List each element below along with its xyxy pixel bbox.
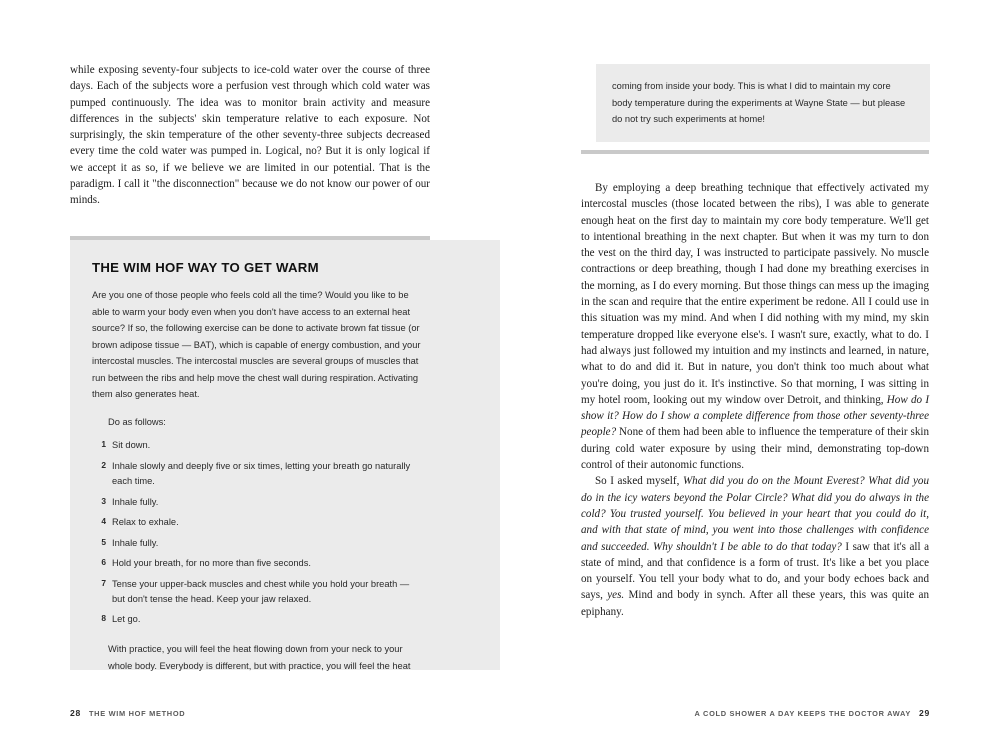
- list-item: [92, 612, 422, 627]
- italic-phrase: What did you do on the Mount Everest? What did you do in the icy waters beyond the Polar Circle? What did you do always in the cold? You trusted yourself. You believed in your heart that you could do it, and with that state of mind, you went into those challenges with confidence and succeeded. Why shouldn't I be able to do that today?: [581, 475, 930, 553]
- list-item: [92, 536, 422, 551]
- running-head: A COLD SHOWER A DAY KEEPS THE DOCTOR AWAY: [694, 709, 912, 718]
- sidebar-title: THE WIM HOF WAY TO GET WARM: [92, 260, 319, 275]
- italic-phrase: How do I show it? How do I show a complete difference from those other seventy-three people?: [581, 393, 930, 439]
- step-text: Inhale fully.: [112, 496, 159, 507]
- step-text: Tense your upper-back muscles and chest while you hold your breath — but don't tense the head. Keep your jaw relaxed.: [112, 578, 410, 604]
- left-page-footer: [70, 708, 185, 718]
- step-number: 3: [101, 495, 106, 506]
- paragraph-part: I saw that it's all a state of mind, and that confidence is a form of trust. It's like a bet you place on yourself. You tell your body what to do, and your body echoes back and says,: [581, 540, 930, 602]
- paragraph: [581, 180, 929, 473]
- callout-text: coming from inside your body. This is what I did to maintain my core body temperature during the experiments at Wayne State — but please do not try such experiments at home!: [612, 81, 906, 125]
- list-item: [92, 438, 422, 453]
- list-item: [92, 556, 422, 571]
- right-page-footer: [695, 708, 930, 718]
- page-number: 28: [70, 708, 81, 718]
- paragraph: [581, 473, 929, 620]
- step-text: Hold your breath, for no more than five seconds.: [112, 558, 311, 569]
- right-page: [500, 0, 1000, 750]
- step-text: Relax to exhale.: [112, 517, 179, 528]
- section-rule-right: [581, 150, 929, 154]
- step-number: 2: [101, 459, 106, 470]
- step-text: Inhale slowly and deeply five or six times, letting your breath go naturally each time.: [112, 460, 411, 486]
- step-number: 5: [101, 536, 106, 547]
- running-head: THE WIM HOF METHOD: [88, 709, 186, 718]
- paragraph-part: By employing a deep breathing technique that effectively activated my intercostal muscles (those located between the ribs), I was able to generate enough heat on the first day to maintain my core body temperature. We'll get to intentional breathing in the next chapter. But when it was my turn to don the vest on the third day, I was instructed to participate passively. No muscle contractions or deep breathing, though I had done my breathing exercises in the morning, as I do every morning. But those things can mess up the imaging in the scan and require that the entire experiment be redone. All I could use in this situation was my mind. And when I did nothing with my mind, my skin temperature dropped like everyone else's. I wasn't sure, exactly, what to do. I had always just followed my intuition and my instincts and learned, in nature, what to do and did it. But in nature, you don't think too much about what you're doing, you just do it. It's instinctive. So that morning, I was sitting in my hotel room, looking out my window over Detroit, and thinking,: [581, 182, 929, 406]
- step-number: 8: [101, 613, 106, 624]
- sidebar-steps-list: [92, 438, 422, 627]
- list-item: [92, 515, 422, 530]
- step-number: 6: [101, 557, 106, 568]
- sidebar-exercise-content: [92, 260, 422, 674]
- callout-box: [596, 64, 930, 142]
- list-item: [92, 577, 422, 607]
- paragraph-part: None of them had been able to influence the temperature of their skin during cold water exposure by using their mind, demonstrating top-down control of their autonomic functions.: [581, 426, 929, 472]
- page-number: 29: [919, 708, 930, 718]
- step-number: 1: [101, 439, 106, 450]
- italic-phrase: yes.: [607, 589, 625, 602]
- right-page-body-text: [581, 180, 929, 620]
- paragraph-part: So I asked myself,: [595, 475, 683, 488]
- list-item: [92, 459, 422, 489]
- sidebar-closing-text: With practice, you will feel the heat flowing down from your neck to your whole body. Everybody is different, but with practice, you will feel the heat: [108, 644, 411, 671]
- sidebar-do-as-follows-label: Do as follows:: [108, 416, 166, 427]
- left-page-body-text: [70, 62, 430, 209]
- sidebar-exercise-box: [70, 240, 500, 670]
- paragraph: while exposing seventy-four subjects to ice-cold water over the course of three days. Each of the subjects wore a perfusion vest through which cold water was pumped continuously. The idea was to monitor brain activity and measure differences in the subjects' skin temperature relative to each exposure. Not surprisingly, the skin temperature of the other seventy-three subjects decreased every time the cold water was pumped in. Logical, no? But it is only logical if we accept it as so, if we believe we are limited in our potential. That is the paradigm. I call it "the disconnection" because we do not know our power of our minds.: [70, 64, 430, 207]
- paragraph-part: Mind and body in synch. After all these years, this was quite an epiphany.: [581, 589, 930, 618]
- sidebar-intro-text: Are you one of those people who feels cold all the time? Would you like to be able to warm your body even when you don't have access to an external heat source? If so, the following exercise can be done to activate brown fat tissue (or brown adipose tissue — BAT), which is capable of energy combustion, and your intercostal muscles. The intercostal muscles are several groups of muscles that run between the ribs and help move the chest wall during respiration. Activating them also generates heat.: [92, 290, 421, 400]
- step-number: 4: [101, 516, 106, 527]
- list-item: [92, 495, 422, 510]
- step-text: Inhale fully.: [112, 537, 159, 548]
- step-text: Let go.: [112, 614, 141, 625]
- step-text: Sit down.: [112, 440, 151, 451]
- step-number: 7: [101, 577, 106, 588]
